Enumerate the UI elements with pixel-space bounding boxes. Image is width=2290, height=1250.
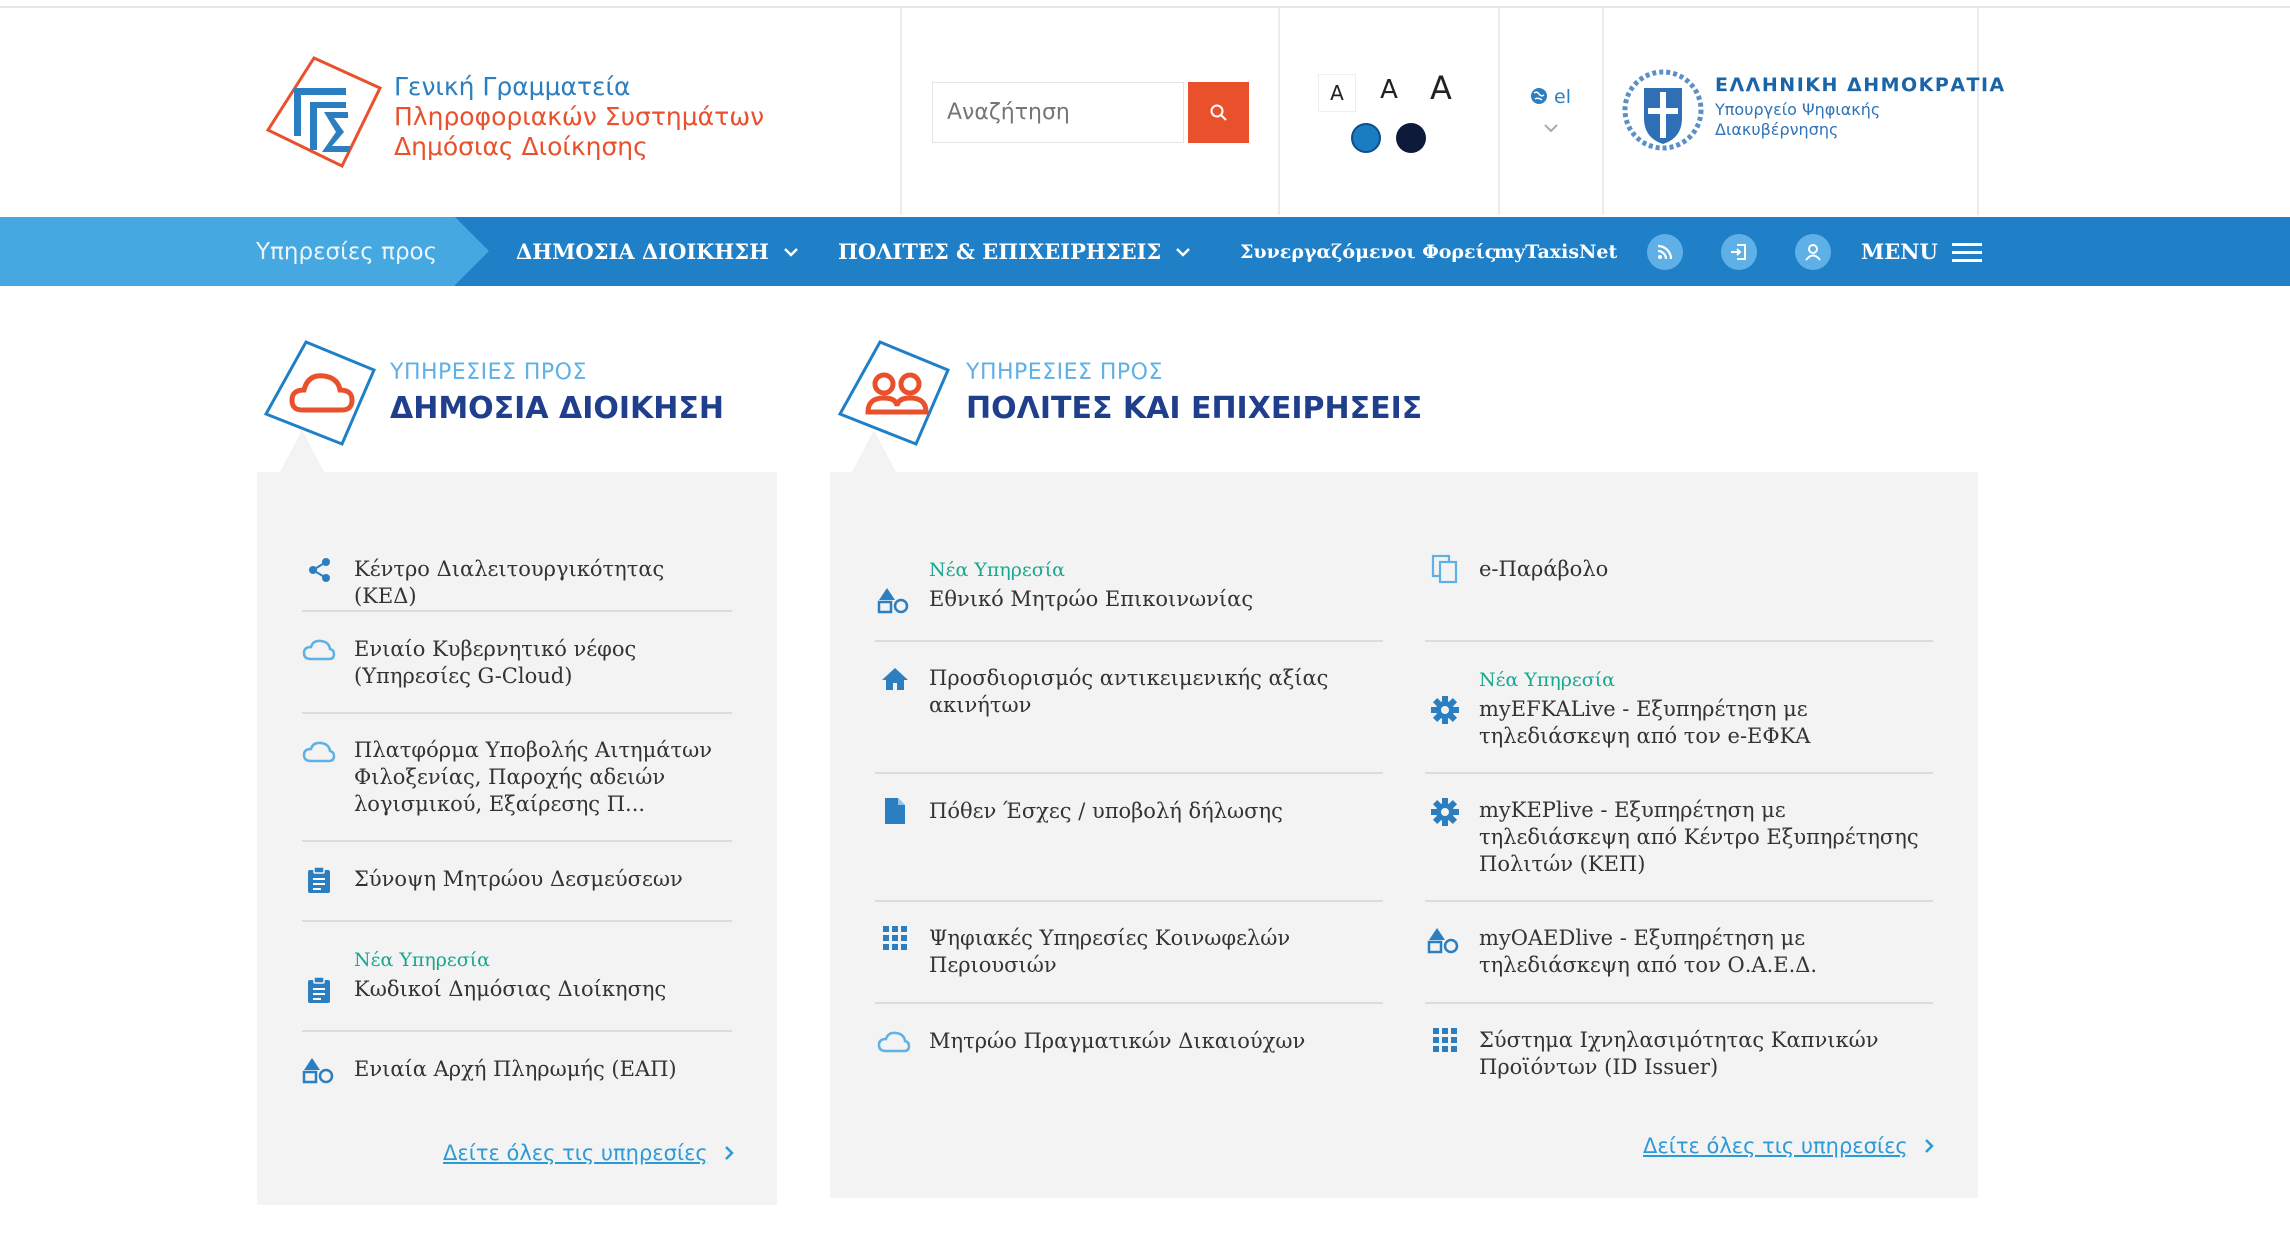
cloud-icon bbox=[877, 1030, 911, 1054]
grid-icon bbox=[883, 926, 907, 950]
government-label[interactable] bbox=[1715, 74, 2006, 140]
list-item-line: (Υπηρεσίες G-Cloud) bbox=[354, 664, 573, 688]
nav-citizens-label: ΠΟΛΙΤΕΣ & ΕΠΙΧΕΙΡΗΣΕΙΣ bbox=[838, 239, 1162, 264]
login-button[interactable] bbox=[1721, 234, 1757, 270]
list-item-label bbox=[1479, 925, 1817, 979]
list-item-label: Εθνικό Μητρώο Επικοινωνίας bbox=[929, 587, 1254, 611]
see-all-label: Δείτε όλες τις υπηρεσίες bbox=[1643, 1134, 1908, 1158]
user-button[interactable] bbox=[1795, 234, 1831, 270]
ministry-line: Υπουργείο Ψηφιακής bbox=[1715, 100, 1881, 119]
list-item-line: λογισμικού, Εξαίρεσης Π... bbox=[354, 792, 646, 816]
menu-button[interactable] bbox=[1861, 217, 1982, 286]
top-border bbox=[0, 6, 2290, 8]
list-item-line: τηλεδιάσκεψη από τον e-ΕΦΚΑ bbox=[1479, 724, 1811, 748]
see-all-services-link[interactable] bbox=[443, 1141, 735, 1165]
chevron-right-icon bbox=[1923, 1138, 1935, 1154]
font-size-large[interactable]: A bbox=[1430, 69, 1452, 107]
divider bbox=[875, 640, 1383, 642]
list-item-label: Κωδικοί Δημόσιας Διοίκησης bbox=[354, 977, 667, 1001]
document-icon bbox=[883, 796, 907, 826]
shapes-icon bbox=[877, 586, 911, 614]
nav-arrow-shape bbox=[455, 217, 489, 285]
ministry-line: Διακυβέρνησης bbox=[1715, 120, 1839, 139]
cloud-icon bbox=[292, 376, 352, 410]
hamburger-icon bbox=[1952, 241, 1982, 263]
rss-button[interactable] bbox=[1647, 234, 1683, 270]
cloud-icon bbox=[302, 740, 336, 764]
list-item-line: Σύστημα Ιχνηλασιμότητας Καπνικών bbox=[1479, 1028, 1879, 1052]
section-subtitle: ΥΠΗΡΕΣΙΕΣ ΠΡΟΣ bbox=[390, 360, 587, 385]
org-name-line: Δημόσιας Διοίκησης bbox=[394, 132, 648, 161]
chevron-down-icon[interactable] bbox=[1543, 118, 1559, 137]
divider bbox=[1425, 772, 1933, 774]
gear-icon bbox=[1431, 798, 1459, 826]
nav-public-admin[interactable] bbox=[516, 217, 799, 286]
nav-services-for: Υπηρεσίες προς bbox=[256, 238, 438, 265]
search-box bbox=[932, 82, 1184, 143]
org-name[interactable] bbox=[394, 72, 764, 162]
list-item-label bbox=[1479, 797, 1939, 878]
home-icon bbox=[881, 666, 909, 692]
list-item-line: τηλεδιάσκεψη από Κέντρο Εξυπηρέτησης bbox=[1479, 825, 1919, 849]
section-title: ΔΗΜΟΣΙΑ ΔΙΟΙΚΗΣΗ bbox=[390, 391, 724, 426]
list-item-label: Ενιαία Αρχή Πληρωμής (ΕΑΠ) bbox=[354, 1057, 677, 1081]
list-item-label bbox=[354, 636, 636, 690]
greek-coat-of-arms-icon[interactable] bbox=[1622, 68, 1704, 152]
divider bbox=[302, 920, 732, 922]
divider bbox=[302, 712, 732, 714]
copy-icon bbox=[1431, 554, 1459, 584]
list-item-label: Μητρώο Πραγματικών Δικαιούχων bbox=[929, 1029, 1306, 1053]
list-item-line: Πολιτών (ΚΕΠ) bbox=[1479, 852, 1646, 876]
list-item-line: Προσδιορισμός αντικειμενικής αξίας bbox=[929, 666, 1329, 690]
gov-title: ΕΛΛΗΝΙΚΗ ΔΗΜΟΚΡΑΤΙΑ bbox=[1715, 74, 2006, 96]
divider bbox=[302, 610, 732, 612]
shapes-icon bbox=[302, 1056, 336, 1084]
user-icon bbox=[1803, 242, 1823, 262]
list-item-label bbox=[1479, 1027, 1879, 1081]
header-divider bbox=[1278, 8, 1280, 215]
chevron-down-icon bbox=[1175, 247, 1191, 257]
new-service-badge: Νέα Υπηρεσία bbox=[1479, 669, 1616, 691]
divider bbox=[1425, 640, 1933, 642]
clipboard-icon bbox=[306, 866, 332, 894]
list-item-line: Ενιαίο Κυβερνητικό νέφος bbox=[354, 637, 637, 661]
list-item-label bbox=[929, 665, 1328, 719]
header-divider bbox=[1498, 8, 1500, 215]
section-title: ΠΟΛΙΤΕΣ ΚΑΙ ΕΠΙΧΕΙΡΗΣΕΙΣ bbox=[966, 391, 1423, 426]
nav-citizens[interactable] bbox=[838, 217, 1191, 286]
divider bbox=[875, 772, 1383, 774]
grid-icon bbox=[1433, 1028, 1457, 1052]
rss-icon bbox=[1656, 243, 1674, 261]
nav-mytaxisnet[interactable]: myTaxisNet bbox=[1494, 240, 1618, 263]
list-item-line: Προϊόντων (ID Issuer) bbox=[1479, 1055, 1719, 1079]
list-item-line: Φιλοξενίας, Παροχής αδειών bbox=[354, 765, 666, 789]
search-button[interactable] bbox=[1188, 82, 1249, 143]
search-input[interactable] bbox=[933, 83, 1177, 141]
divider bbox=[302, 1030, 732, 1032]
list-item-line: τηλεδιάσκεψη από τον Ο.Α.Ε.Δ. bbox=[1479, 953, 1818, 977]
new-service-badge: Νέα Υπηρεσία bbox=[929, 559, 1066, 581]
globe-icon bbox=[1530, 86, 1554, 108]
list-item-line: myKEPlive - Εξυπηρέτηση με bbox=[1479, 798, 1786, 822]
panel-notch bbox=[852, 430, 896, 472]
list-item-label: Σύνοψη Μητρώου Δεσμεύσεων bbox=[354, 867, 683, 891]
list-item-line: Ψηφιακές Υπηρεσίες Κοινωφελών bbox=[929, 926, 1291, 950]
chevron-right-icon bbox=[723, 1145, 735, 1161]
org-name-line: Γενική Γραμματεία bbox=[394, 72, 631, 101]
login-icon bbox=[1729, 242, 1749, 262]
list-item-label: Πόθεν Έσχες / υποβολή δήλωσης bbox=[929, 799, 1283, 823]
divider bbox=[875, 900, 1383, 902]
divider bbox=[875, 1002, 1383, 1004]
list-item-label bbox=[354, 737, 734, 818]
shapes-icon bbox=[1427, 926, 1461, 954]
language-selector[interactable] bbox=[1530, 86, 1571, 108]
list-item-label bbox=[1479, 696, 1810, 750]
new-service-badge: Νέα Υπηρεσία bbox=[354, 949, 491, 971]
list-item-label: e-Παράβολο bbox=[1479, 557, 1609, 581]
list-item-label: Κέντρο Διαλειτουργικότητας (ΚΕΔ) bbox=[354, 557, 665, 608]
list-item-line: myOAEDlive - Εξυπηρέτηση με bbox=[1479, 926, 1806, 950]
share-icon bbox=[306, 556, 334, 584]
font-size-small[interactable]: A bbox=[1318, 74, 1356, 112]
users-icon bbox=[868, 375, 926, 412]
font-size-medium[interactable]: A bbox=[1380, 75, 1398, 105]
divider bbox=[1425, 900, 1933, 902]
nav-public-admin-label: ΔΗΜΟΣΙΑ ΔΙΟΙΚΗΣΗ bbox=[516, 239, 769, 264]
gear-icon bbox=[1431, 696, 1459, 724]
section-subtitle: ΥΠΗΡΕΣΙΕΣ ΠΡΟΣ bbox=[966, 360, 1163, 385]
nav-partners[interactable]: Συνεργαζόμενοι Φορείς bbox=[1240, 240, 1497, 263]
org-name-line: Πληροφοριακών Συστημάτων bbox=[394, 102, 765, 131]
divider bbox=[302, 840, 732, 842]
clipboard-icon bbox=[306, 976, 332, 1004]
header-divider bbox=[900, 8, 902, 215]
cloud-icon bbox=[302, 638, 336, 662]
list-item-label bbox=[929, 925, 1290, 979]
gsis-logo-icon bbox=[262, 54, 387, 172]
language-code: el bbox=[1554, 86, 1572, 108]
panel-notch bbox=[280, 430, 324, 472]
list-item-line: myEFKALive - Εξυπηρέτηση με bbox=[1479, 697, 1808, 721]
contrast-normal-button[interactable] bbox=[1351, 123, 1381, 153]
see-all-label: Δείτε όλες τις υπηρεσίες bbox=[443, 1141, 708, 1165]
header-divider bbox=[1602, 8, 1604, 215]
gsis-logo[interactable] bbox=[262, 54, 387, 172]
contrast-dark-button[interactable] bbox=[1396, 123, 1426, 153]
list-item-line: Περιουσιών bbox=[929, 953, 1057, 977]
search-icon bbox=[1209, 103, 1229, 123]
divider bbox=[1425, 1002, 1933, 1004]
chevron-down-icon bbox=[783, 247, 799, 257]
list-item-line: Πλατφόρμα Υποβολής Αιτημάτων bbox=[354, 738, 712, 762]
list-item-line: ακινήτων bbox=[929, 693, 1032, 717]
menu-label: MENU bbox=[1861, 239, 1938, 264]
see-all-services-link[interactable] bbox=[1643, 1134, 1935, 1158]
